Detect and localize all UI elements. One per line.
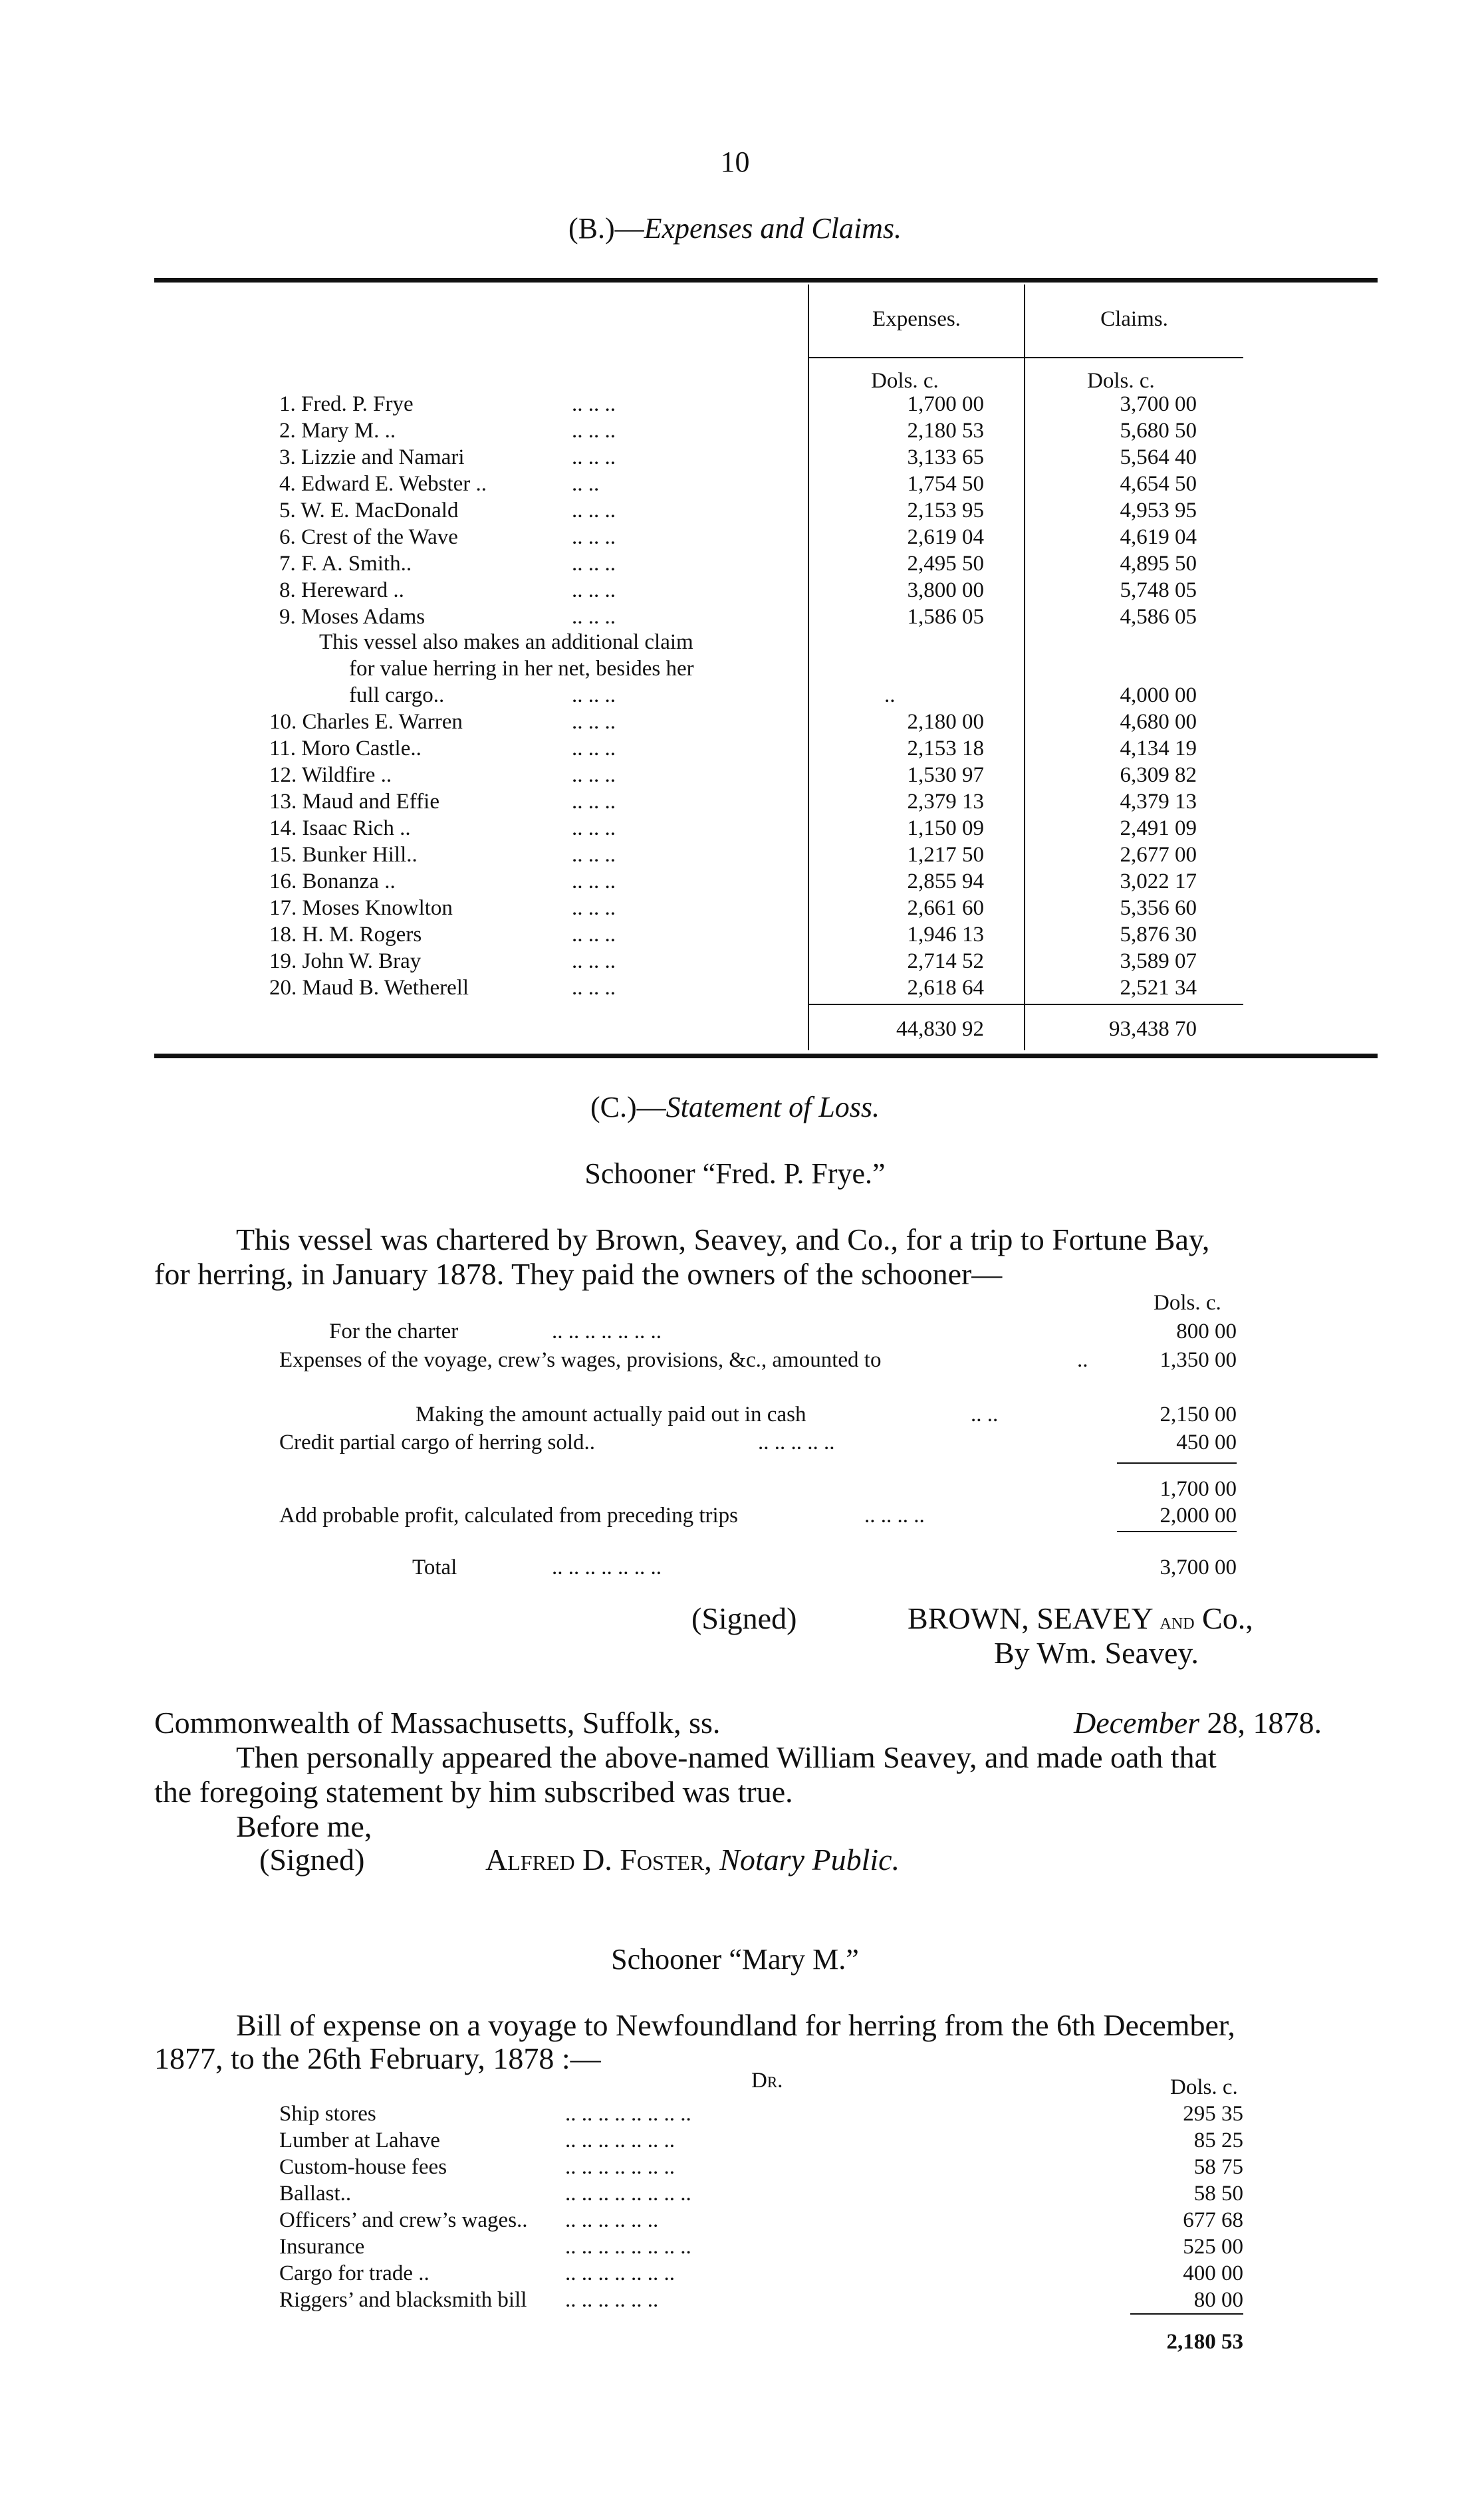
row-leader: .. .. ..: [572, 976, 616, 1000]
expense-value: 2,661 60: [907, 896, 984, 920]
statement-amount: 2,150 00: [1160, 1403, 1237, 1427]
claim-value: 6,309 82: [1120, 763, 1197, 787]
bill-item-label: Riggers’ and blacksmith bill: [279, 2288, 527, 2312]
statement-label: Expenses of the voyage, crew’s wages, provisions, &c., amounted to: [279, 1348, 882, 1372]
bill-item-label: Insurance: [279, 2235, 365, 2259]
expense-value: 2,618 64: [907, 976, 984, 1000]
vessel-name: 7. F. A. Smith..: [279, 552, 412, 576]
vessel-name: 20. Maud B. Wetherell: [269, 976, 469, 1000]
row-leader: .. .. ..: [572, 445, 616, 469]
unit-claims: Dols. c.: [1087, 369, 1155, 393]
vessel-name: 13. Maud and Effie: [269, 790, 439, 814]
frye-rule-1: [1117, 1462, 1237, 1464]
expense-value: 2,714 52: [907, 949, 984, 973]
vessel-name: 16. Bonanza ..: [269, 869, 396, 893]
bill-item-leader: .. .. .. .. .. .. ..: [565, 2261, 675, 2285]
statement-leader: .. .. .. ..: [864, 1504, 925, 1528]
bill-item-amount: 295 35: [1183, 2102, 1243, 2126]
date-rest: 28, 1878.: [1207, 1706, 1322, 1740]
claim-value: 5,876 30: [1120, 923, 1197, 947]
expense-value: 1,754 50: [907, 472, 984, 496]
note-line-3: full cargo..: [349, 683, 445, 707]
header-rule: [808, 357, 1243, 358]
expense-value: 1,150 09: [907, 816, 984, 840]
bill-item-amount: 400 00: [1183, 2261, 1243, 2285]
date-month: December: [1074, 1706, 1200, 1740]
vessel-name: 18. H. M. Rogers: [269, 923, 422, 947]
row-leader: .. .. ..: [572, 949, 616, 973]
bill-item-amount: 58 50: [1193, 2182, 1243, 2206]
vessel-name: 14. Isaac Rich ..: [269, 816, 411, 840]
row-leader: .. .. ..: [572, 525, 616, 549]
claim-value: 3,700 00: [1120, 392, 1197, 416]
signer-firm-co: Co.,: [1202, 1601, 1253, 1635]
expense-value: 3,800 00: [907, 578, 984, 602]
bill-item-label: Ship stores: [279, 2102, 376, 2126]
expense-value: 1,217 50: [907, 843, 984, 867]
notary-name: Alfred D. Foster,: [485, 1843, 712, 1877]
bill-item-label: Cargo for trade ..: [279, 2261, 429, 2285]
claim-value: 2,521 34: [1120, 976, 1197, 1000]
oath-line-1: Then personally appeared the above-named William Seavey, and made oath that: [236, 1740, 1217, 1774]
statement-label: Making the amount actually paid out in cash: [416, 1403, 806, 1427]
section-b-prefix: (B.)—: [568, 212, 644, 245]
statement-amount: 2,000 00: [1160, 1504, 1237, 1528]
unit-expenses: Dols. c.: [871, 369, 939, 393]
claim-value: 2,491 09: [1120, 816, 1197, 840]
note-leader: .. .. ..: [572, 683, 616, 707]
statement-amount: 1,700 00: [1160, 1477, 1237, 1501]
signer-by: By Wm. Seavey.: [994, 1636, 1199, 1670]
bill-item-label: Officers’ and crew’s wages..: [279, 2208, 528, 2232]
row-leader: .. .. ..: [572, 578, 616, 602]
column-divider-left: [808, 285, 809, 1050]
signer-firm: [908, 1601, 1253, 1636]
note-claim: 4,000 00: [1120, 683, 1197, 707]
table-top-rule: [154, 278, 1378, 283]
statement-label: Credit partial cargo of herring sold..: [279, 1431, 596, 1454]
signed2-label: (Signed): [259, 1843, 365, 1877]
vessel-name: 2. Mary M. ..: [279, 419, 396, 443]
claim-value: 5,564 40: [1120, 445, 1197, 469]
total-claims: 93,438 70: [1109, 1017, 1197, 1041]
row-leader: .. .. ..: [572, 499, 616, 522]
frye-paragraph-line-1: This vessel was chartered by Brown, Seavey, and Co., for a trip to Fortune Bay,: [236, 1222, 1210, 1256]
row-leader: .. .. ..: [572, 763, 616, 787]
frye-rule-2: [1117, 1531, 1237, 1532]
vessel-name: 5. W. E. MacDonald: [279, 499, 459, 522]
col-header-expenses: Expenses.: [872, 307, 961, 331]
mary-dr-label: Dr.: [751, 2069, 783, 2093]
claim-value: 4,619 04: [1120, 525, 1197, 549]
claim-value: 5,680 50: [1120, 419, 1197, 443]
statement-amount: 450 00: [1176, 1431, 1237, 1454]
claim-value: 5,748 05: [1120, 578, 1197, 602]
statement-label: Total: [412, 1555, 457, 1579]
mary-total: 2,180 53: [1166, 2330, 1243, 2354]
vessel-name: 6. Crest of the Wave: [279, 525, 458, 549]
section-b-title: Expenses and Claims.: [644, 212, 902, 245]
statement-leader: .. .. .. .. .. .. ..: [552, 1319, 662, 1343]
claim-value: 4,654 50: [1120, 472, 1197, 496]
statement-leader: ..: [1077, 1348, 1088, 1372]
expense-value: 2,180 53: [907, 419, 984, 443]
bill-item-amount: 525 00: [1183, 2235, 1243, 2259]
note-expense: ..: [884, 683, 896, 707]
bill-item-amount: 80 00: [1193, 2288, 1243, 2312]
statement-label: Add probable profit, calculated from preceding trips: [279, 1504, 739, 1528]
bill-item-amount: 58 75: [1193, 2155, 1243, 2179]
signed-label: (Signed): [691, 1601, 797, 1635]
expense-value: 2,153 18: [907, 737, 984, 760]
notary-title: Notary Public.: [719, 1843, 900, 1877]
expense-value: 2,495 50: [907, 552, 984, 576]
row-leader: .. .. ..: [572, 896, 616, 920]
signer-firm-and: and: [1160, 1609, 1195, 1634]
vessel-name: 11. Moro Castle..: [269, 737, 422, 760]
claim-value: 4,895 50: [1120, 552, 1197, 576]
date-line: [1074, 1705, 1322, 1740]
expense-value: 2,153 95: [907, 499, 984, 522]
expense-value: 2,619 04: [907, 525, 984, 549]
claim-value: 4,134 19: [1120, 737, 1197, 760]
statement-amount: 1,350 00: [1160, 1348, 1237, 1372]
row-leader: .. .. ..: [572, 710, 616, 734]
note-line-2: for value herring in her net, besides her: [349, 657, 694, 681]
mary-total-rule: [1130, 2313, 1243, 2315]
vessel-name: 1. Fred. P. Frye: [279, 392, 414, 416]
vessel-name: 4. Edward E. Webster ..: [279, 472, 487, 496]
frye-paragraph-line-2: for herring, in January 1878. They paid the owners of the schooner—: [154, 1257, 1003, 1291]
expense-value: 2,379 13: [907, 790, 984, 814]
claim-value: 4,953 95: [1120, 499, 1197, 522]
statement-amount: 3,700 00: [1160, 1555, 1237, 1579]
vessel-name: 19. John W. Bray: [269, 949, 422, 973]
section-c-heading: [0, 1090, 1470, 1124]
total-rule: [808, 1004, 1243, 1005]
row-leader: .. .. ..: [572, 419, 616, 443]
statement-leader: .. ..: [971, 1403, 999, 1427]
bill-item-leader: .. .. .. .. .. .. .. ..: [565, 2182, 691, 2206]
before-me: Before me,: [236, 1809, 372, 1843]
bill-item-leader: .. .. .. .. .. ..: [565, 2288, 659, 2312]
claim-value: 5,356 60: [1120, 896, 1197, 920]
row-leader: .. .. ..: [572, 869, 616, 893]
section-c-title: Statement of Loss.: [666, 1091, 880, 1123]
vessel-name: 12. Wildfire ..: [269, 763, 392, 787]
row-leader: .. .. ..: [572, 392, 616, 416]
row-leader: .. .. ..: [572, 552, 616, 576]
vessel-name: 8. Hereward ..: [279, 578, 404, 602]
schooner-mary-title: Schooner “Mary M.”: [611, 1943, 859, 1976]
statement-amount: 800 00: [1176, 1319, 1237, 1343]
vessel-name: 17. Moses Knowlton: [269, 896, 453, 920]
vessel-name: 9. Moses Adams: [279, 605, 426, 629]
bill-item-amount: 85 25: [1193, 2128, 1243, 2152]
vessel-name: 10. Charles E. Warren: [269, 710, 463, 734]
vessel-name: 15. Bunker Hill..: [269, 843, 418, 867]
expense-value: 1,700 00: [907, 392, 984, 416]
claim-value: 3,589 07: [1120, 949, 1197, 973]
expense-value: 2,855 94: [907, 869, 984, 893]
row-leader: .. ..: [572, 472, 600, 496]
section-c-prefix: (C.)—: [590, 1091, 666, 1123]
bill-item-leader: .. .. .. .. .. .. ..: [565, 2128, 675, 2152]
expense-value: 1,946 13: [907, 923, 984, 947]
claim-value: 4,586 05: [1120, 605, 1197, 629]
bill-item-amount: 677 68: [1183, 2208, 1243, 2232]
total-expenses: 44,830 92: [896, 1017, 984, 1041]
claim-value: 4,680 00: [1120, 710, 1197, 734]
statement-leader: .. .. .. .. .. .. ..: [552, 1555, 662, 1579]
bill-item-label: Custom-house fees: [279, 2155, 447, 2179]
claim-value: 2,677 00: [1120, 843, 1197, 867]
claim-value: 4,379 13: [1120, 790, 1197, 814]
row-leader: .. .. ..: [572, 605, 616, 629]
column-divider-mid: [1024, 285, 1025, 1050]
bill-item-leader: .. .. .. .. .. .. .. ..: [565, 2102, 691, 2126]
row-leader: .. .. ..: [572, 843, 616, 867]
row-leader: .. .. ..: [572, 737, 616, 760]
row-leader: .. .. ..: [572, 816, 616, 840]
note-line-1: This vessel also makes an additional claim: [319, 630, 693, 654]
statement-leader: .. .. .. .. ..: [758, 1431, 835, 1454]
signer-firm-name: BROWN, SEAVEY: [908, 1601, 1153, 1635]
expense-value: 2,180 00: [907, 710, 984, 734]
notary-signature: [485, 1842, 900, 1877]
bill-item-leader: .. .. .. .. .. ..: [565, 2208, 659, 2232]
vessel-name: 3. Lizzie and Namari: [279, 445, 465, 469]
oath-line-2: the foregoing statement by him subscribed was true.: [154, 1775, 793, 1809]
col-header-claims: Claims.: [1100, 307, 1168, 331]
section-b-heading: [0, 211, 1470, 245]
row-leader: .. .. ..: [572, 790, 616, 814]
page-number: 10: [720, 146, 750, 178]
mary-unit: Dols. c.: [1170, 2075, 1238, 2099]
expense-value: 1,530 97: [907, 763, 984, 787]
schooner-frye-title: Schooner “Fred. P. Frye.”: [584, 1157, 886, 1190]
bill-item-leader: .. .. .. .. .. .. ..: [565, 2155, 675, 2179]
expense-value: 3,133 65: [907, 445, 984, 469]
statement-label: For the charter: [329, 1319, 459, 1343]
claim-value: 3,022 17: [1120, 869, 1197, 893]
bill-item-label: Ballast..: [279, 2182, 352, 2206]
mary-paragraph-line-1: Bill of expense on a voyage to Newfoundland for herring from the 6th December,: [236, 2008, 1235, 2042]
bill-item-leader: .. .. .. .. .. .. .. ..: [565, 2235, 691, 2259]
mary-paragraph-line-2: 1877, to the 26th February, 1878 :—: [154, 2041, 601, 2075]
row-leader: .. .. ..: [572, 923, 616, 947]
place-line: Commonwealth of Massachusetts, Suffolk, ss.: [154, 1706, 721, 1740]
bill-item-label: Lumber at Lahave: [279, 2128, 440, 2152]
table-bottom-rule: [154, 1054, 1378, 1058]
frye-unit: Dols. c.: [1154, 1291, 1221, 1315]
expense-value: 1,586 05: [907, 605, 984, 629]
